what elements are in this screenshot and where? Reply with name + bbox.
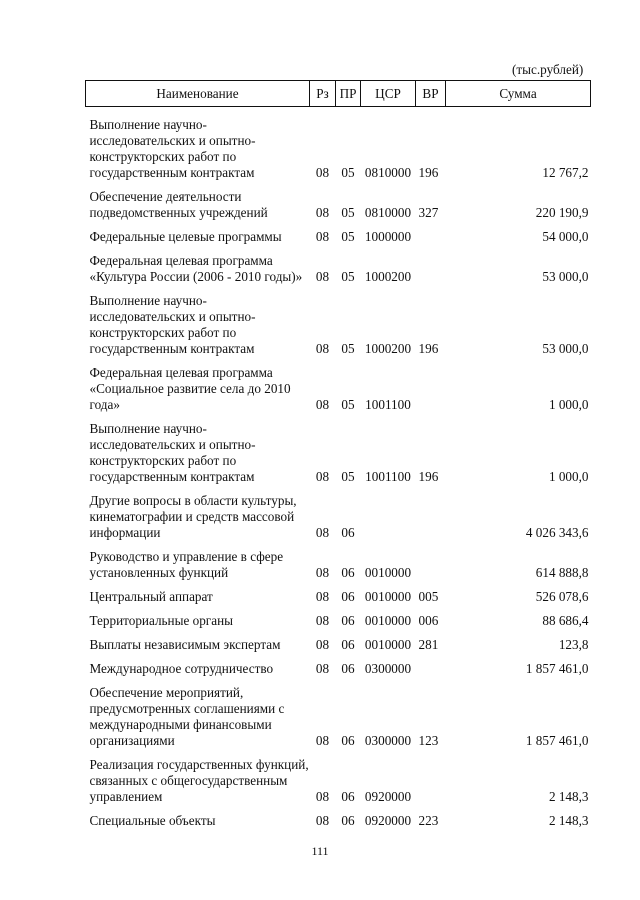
cell-name: Обеспечение деятельности подведомственных учреждений [89, 189, 268, 220]
cell-rz: 08 [315, 661, 330, 676]
cell-sum: 1 000,0 [548, 469, 589, 484]
cell-sum: 12 767,2 [542, 165, 589, 180]
cell-pr: 06 [341, 813, 355, 828]
header-name: Наименование [86, 81, 310, 107]
cell-csr: 0010000 [364, 565, 412, 580]
table-row [86, 245, 591, 285]
cell-pr: 06 [341, 565, 355, 580]
cell-name: Выполнение научно-исследовательских и опытно-конструкторских работ по государственным контрактам [89, 117, 256, 180]
header-vr: ВР [416, 81, 446, 107]
cell-csr: 0010000 [364, 613, 412, 628]
cell-sum: 614 888,8 [535, 565, 589, 580]
cell-vr: 196 [418, 341, 439, 356]
cell-sum: 1 857 461,0 [525, 661, 589, 676]
table-row [86, 357, 591, 413]
cell-pr: 05 [341, 397, 355, 412]
units-note: (тыс.рублей) [512, 62, 584, 77]
table-row [86, 413, 591, 485]
cell-pr: 06 [341, 613, 355, 628]
table-row [86, 653, 591, 677]
table-row [86, 285, 591, 357]
cell-rz: 08 [315, 613, 330, 628]
cell-csr: 0010000 [364, 637, 412, 652]
table-row [86, 221, 591, 245]
cell-rz: 08 [315, 397, 330, 412]
cell-csr [361, 485, 416, 541]
cell-pr: 05 [341, 469, 355, 484]
cell-name: Федеральная целевая программа «Социальное развитие села до 2010 года» [89, 365, 291, 412]
table-row [86, 805, 591, 829]
cell-rz: 08 [315, 525, 330, 540]
cell-sum: 53 000,0 [542, 341, 589, 356]
cell-rz: 08 [315, 469, 330, 484]
cell-name: Выполнение научно-исследовательских и опытно-конструкторских работ по государственным контрактам [89, 293, 256, 356]
cell-vr [416, 541, 446, 581]
cell-sum: 88 686,4 [542, 613, 589, 628]
cell-sum: 526 078,6 [535, 589, 589, 604]
cell-sum: 53 000,0 [542, 269, 589, 284]
cell-pr: 05 [341, 269, 355, 284]
page-number: 111 [311, 844, 329, 858]
cell-csr: 1000000 [364, 229, 412, 244]
header-sum: Сумма [446, 81, 591, 107]
header-rz: Рз [310, 81, 336, 107]
cell-vr: 005 [418, 589, 439, 604]
cell-rz: 08 [315, 637, 330, 652]
cell-pr: 06 [341, 525, 355, 540]
cell-name: Федеральные целевые программы [89, 229, 282, 244]
cell-sum: 54 000,0 [542, 229, 589, 244]
table-row [86, 749, 591, 805]
cell-name: Обеспечение мероприятий, предусмотренных соглашениями с международными финансовыми организациями [89, 685, 285, 748]
cell-sum: 1 000,0 [548, 397, 589, 412]
cell-csr: 0810000 [364, 205, 412, 220]
header-csr: ЦСР [361, 81, 416, 107]
cell-csr: 0920000 [364, 789, 412, 804]
cell-pr: 05 [341, 205, 355, 220]
table-row [86, 629, 591, 653]
cell-name: Федеральная целевая программа «Культура России (2006 - 2010 годы)» [89, 253, 303, 284]
cell-name: Выплаты независимым экспертам [89, 637, 281, 652]
cell-sum: 123,8 [558, 637, 589, 652]
table-row [86, 677, 591, 749]
cell-csr: 1000200 [364, 341, 412, 356]
cell-csr: 0810000 [364, 165, 412, 180]
cell-vr [416, 357, 446, 413]
cell-rz: 08 [315, 789, 330, 804]
cell-name: Выполнение научно-исследовательских и опытно-конструкторских работ по государственным контрактам [89, 421, 256, 484]
budget-table [85, 80, 591, 829]
cell-rz: 08 [315, 205, 330, 220]
cell-pr: 06 [341, 789, 355, 804]
cell-vr: 196 [418, 469, 439, 484]
cell-name: Центральный аппарат [89, 589, 213, 604]
cell-name: Руководство и управление в сфере установленных функций [89, 549, 284, 580]
cell-rz: 08 [315, 813, 330, 828]
cell-rz: 08 [315, 229, 330, 244]
table-row [86, 181, 591, 221]
cell-vr: 196 [418, 165, 439, 180]
table-body [86, 107, 591, 830]
cell-pr: 05 [341, 229, 355, 244]
cell-name: Международное сотрудничество [89, 661, 274, 676]
cell-vr [416, 221, 446, 245]
cell-sum: 2 148,3 [548, 813, 589, 828]
cell-pr: 05 [341, 165, 355, 180]
header-pr: ПР [336, 81, 361, 107]
cell-vr: 006 [418, 613, 439, 628]
cell-rz: 08 [315, 341, 330, 356]
table-row [86, 541, 591, 581]
cell-vr: 327 [418, 205, 439, 220]
cell-rz: 08 [315, 269, 330, 284]
cell-vr [416, 485, 446, 541]
table-row [86, 605, 591, 629]
cell-vr [416, 245, 446, 285]
cell-vr: 123 [418, 733, 439, 748]
cell-name: Специальные объекты [89, 813, 216, 828]
cell-vr: 223 [418, 813, 439, 828]
cell-csr: 1001100 [365, 397, 411, 412]
table-row [86, 581, 591, 605]
table-row [86, 485, 591, 541]
cell-sum: 4 026 343,6 [525, 525, 589, 540]
cell-pr: 06 [341, 661, 355, 676]
cell-sum: 1 857 461,0 [525, 733, 589, 748]
cell-pr: 06 [341, 733, 355, 748]
cell-rz: 08 [315, 733, 330, 748]
cell-rz: 08 [315, 565, 330, 580]
cell-vr [416, 749, 446, 805]
cell-csr: 0010000 [364, 589, 412, 604]
table-row [86, 107, 591, 182]
cell-csr: 0300000 [364, 661, 412, 676]
cell-csr: 1001100 [365, 469, 411, 484]
cell-csr: 1000200 [364, 269, 412, 284]
cell-vr [416, 653, 446, 677]
cell-sum: 220 190,9 [535, 205, 589, 220]
cell-pr: 05 [341, 341, 355, 356]
cell-csr: 0920000 [364, 813, 412, 828]
cell-sum: 2 148,3 [548, 789, 589, 804]
cell-pr: 06 [341, 637, 355, 652]
cell-name: Территориальные органы [89, 613, 233, 628]
cell-name: Реализация государственных функций, связанных с общегосударственным управлением [89, 757, 309, 804]
cell-rz: 08 [315, 589, 330, 604]
table-header [86, 81, 591, 107]
cell-name: Другие вопросы в области культуры, кинематографии и средств массовой информации [89, 493, 297, 540]
cell-pr: 06 [341, 589, 355, 604]
cell-rz: 08 [315, 165, 330, 180]
cell-vr: 281 [418, 637, 439, 652]
cell-csr: 0300000 [364, 733, 412, 748]
